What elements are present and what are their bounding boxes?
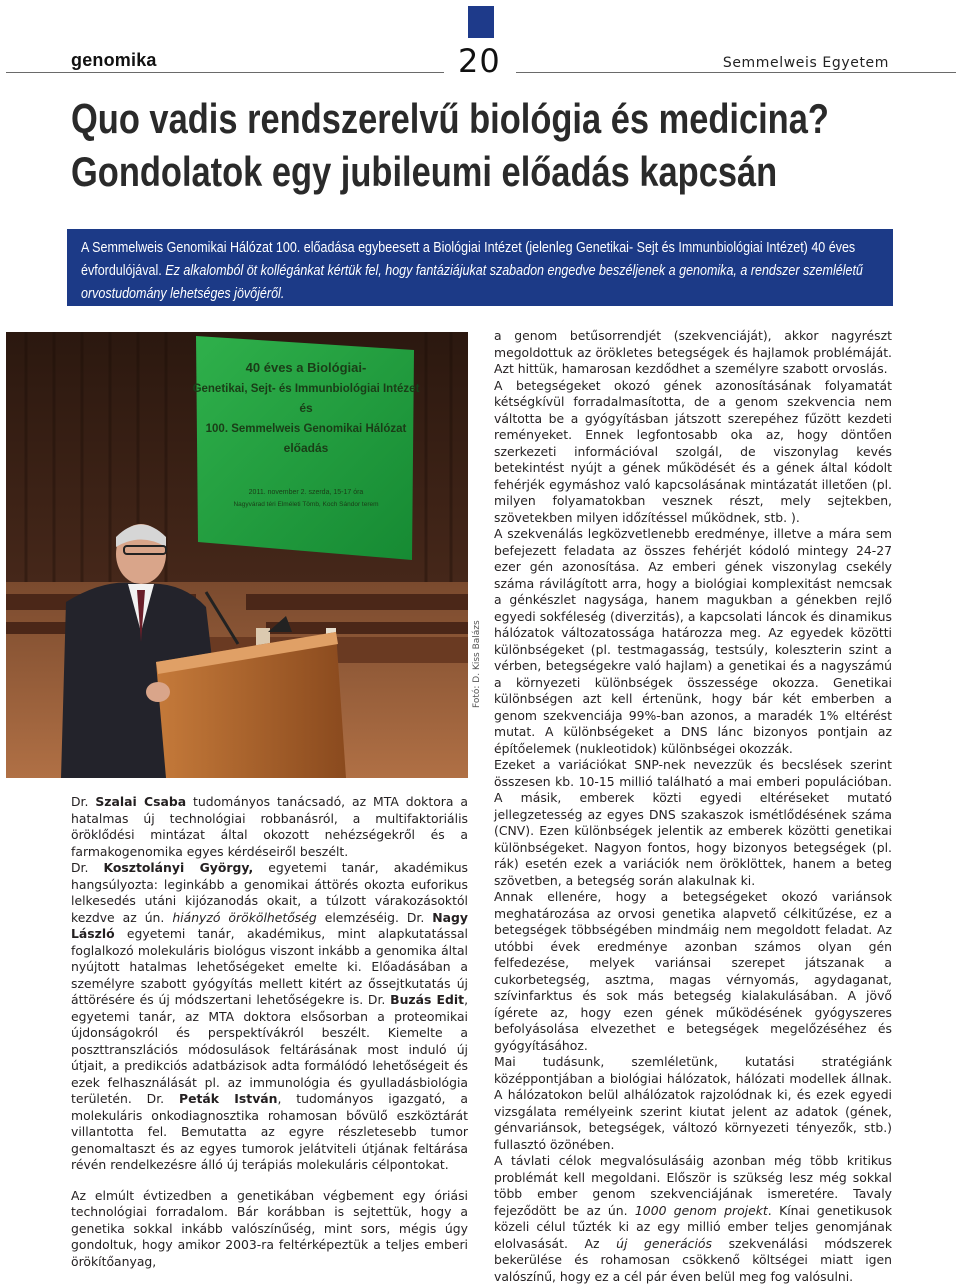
- text-run: Dr.: [71, 860, 104, 875]
- italic-term: 1000 genom projekt: [634, 1202, 768, 1218]
- lecture-photo: [6, 332, 468, 778]
- lead-text: [81, 236, 883, 305]
- publication-name: Semmelweis Egyetem: [722, 55, 889, 71]
- paragraph: [71, 860, 468, 1174]
- speaker-name: Peták István: [179, 1091, 278, 1106]
- slide-line6: 2011. november 2. szerda, 15-17 óra: [248, 489, 364, 496]
- photo-credit: Fotó: D. Kiss Balázs: [472, 620, 482, 708]
- header-rule-left: [6, 72, 444, 73]
- text-run: tudományos tanácsadó, az MTA doktora a hatalmas új technológiai robbanásról, a multifaktoriális öröklődési mintázat által okozott nehézségekről és a farmakogenomika egyes kérdéseiről beszélt.: [71, 794, 468, 859]
- paragraph: Ezeket a variációkat SNP-nek nevezzük és becslések szerint összesen kb. 10-15 millió található a mai emberi populációban. A másik, emberek közti egyedi eltéréseket mutató jellegzetesség az egyes DNS szakaszok ismétlődésének száma (CNV). Ezen különbségek jelentik az emberek közötti genetikai különbségeket. Nagyon fontos, hogy bizonyos betegségek (pl. rák) esetén ezek a variációk nem öröklöttek, hanem a beteg szövetben, a betegség során alakulnak ki.: [494, 757, 892, 888]
- header-accent-square: [468, 6, 494, 38]
- paragraph: Az elmúlt évtizedben a genetikában végbement egy óriási technológiai forradalom. Bár korábban is sejtettük, hogy a genetika sokkal inkább valószínűség, mint sors, mégis úgy gondoltuk, hogy amikor 2003-ra feltérképeztük a teljes emberi örökítőanyag,: [71, 1187, 468, 1269]
- text-run: , egyetemi tanár, az MTA doktora elsősorban a proteomikai újdonságokról és perspektívákról beszélt. Kiemelte a poszttranszlációs módosulások feltárásának most induló új útjait, a predikciós adatbázisok adta formálódó lehetőségeit és ezek felhasználását pl. az immunológia és gyulladásbiológia területén. Dr.: [71, 992, 469, 1106]
- text-run: szekvenálási módszerek bekerülése és rohamosan csökkenő költségei miatt igen valószínű, hogy ez a cél pár éven belül meg fog valósulni.: [494, 1235, 892, 1284]
- page-number: 20: [458, 42, 501, 80]
- slide-line3: és: [299, 401, 313, 415]
- italic-term: új generációs: [616, 1235, 712, 1251]
- paragraph: [71, 794, 468, 860]
- paragraph-gap: [71, 1174, 468, 1188]
- paragraph: A szekvenálás legközvetlenebb eredménye, illetve a mára sem befejezett feladata az összes fehérjét kódoló mintegy 24-27 ezer gén azonosítása. Az emberi gének viszonylag csekély száma rávilágított arra, hogy a biológiai komplexitást nemcsak a génkészlet nagysága, hanem magukban a génekben rejlő egyedi sokféleség (diverzitás), a kapcsolati láncok és dinamikus hálózatok változatossága határozza meg. Az egyedek közötti különbségeket (pl. testmagasság, testsúly, koleszterin szint a vérben, betegségekre való hajlam) a genetikai és a nagyszámú a környezeti különbségek összessége okozza. Genetikai különbségen azt kell értenünk, hogy bár két emberben a genom szekvenciája 99%-ban azonos, a maradék 1% eltérést mutat. A különbségeket a DNS lánc bizonyos pontjain az építőelemek (nukleotidok) különbségei okozzák.: [494, 526, 892, 756]
- paragraph: a genom betűsorrendjét (szekvenciáját), akkor nagyrészt megoldottuk az örökletes betegségek és hajlamok problémáját. Azt hittük, hamarosan kezdődhet a személyre szabott orvoslás.: [494, 328, 892, 376]
- article-title-line1: Quo vadis rendszerelvű biológia és medicina?: [71, 95, 829, 142]
- italic-term: hiányzó örökölhetőség: [172, 909, 317, 925]
- article-title: [71, 92, 829, 198]
- text-run: Dr.: [71, 794, 96, 809]
- text-run: elemzéséig. Dr.: [316, 909, 433, 925]
- text-run: . Kínai genetikusok közeli célul tűzték ki az egy millió ember teljes genomjának elolvasását. Az: [494, 1202, 892, 1251]
- lead-text-part1: A Semmelweis Genomikai Hálózat 100. előadása egybeesett a Biológiai Intézet (jelenleg Genetikai- Sejt és Immunbiológiai Intézet) 40 éves évfordulójával.: [81, 239, 856, 279]
- left-column: [71, 794, 468, 1270]
- article-title-line2: Gondolatok egy jubileumi előadás kapcsán: [71, 148, 778, 195]
- paragraph: [494, 1153, 892, 1285]
- slide-line2: Genetikai, Sejt- és Immunbiológiai Intézet: [192, 383, 420, 395]
- slide-line1: 40 éves a Biológiai-: [245, 360, 367, 375]
- section-label: genomika: [71, 50, 157, 70]
- speaker-name: Nagy László: [71, 909, 468, 941]
- text-run: egyetemi tanár, akadémikus hangsúlyozta: leginkább a genomikai áttörés okozta euforikus lelkesedés utáni kijózanodás okait, a túlzott várakozásoktól kezdve az ún.: [71, 860, 469, 925]
- lead-box: [67, 229, 893, 306]
- paragraph: A betegségeket okozó gének azonosításának folyamatát kétségkívül forradalmasította, de a genom szekvencia nem váltotta be a gyógyításban játszott szerepéhez fűzött kezdeti reményeket. Ennek legfontosabb oka az, hogy döntően szerkezeti információval szolgál, de viszonylag kevés betekintést nyújt a gének működését és a gének által kódolt fehérjék egymáshoz való kapcsolásának mintázatát illetően (pl. milyen folyamatokban vesznek részt, mely sejtekben, szövetekben milyen időzítéssel működnek, stb. ).: [494, 377, 892, 525]
- speaker-name: Buzás Edit: [390, 992, 465, 1007]
- slide-line7: Nagyvárad téri Elméleti Tömb, Koch Sándor terem: [233, 501, 379, 508]
- right-column: [494, 328, 892, 1285]
- text-run: , tudományos igazgató, a molekuláris onkodiagnosztika rohamosan bővülő eszköztárát villantotta fel. Bemutatta az egyre részletesebb tumor genomaltaszt és az egyes tumorok jelátviteli útjának feltárása révén rendelkezésre álló új terápiás molekuláris célpontokat.: [71, 1091, 468, 1172]
- paragraph: Mai tudásunk, szemléletünk, kutatási stratégiánk középpontjában a biológiai hálózatok, hálózati modellek állnak. A hálózatokon belül alhálózatok rajzolódnak ki, és ezek egyedi vizsgálata remélyeink szerint kiutat jelent az adatok (gének, génvariánsok, betegségek, változó környezeti tényezők, stb.) fullasztó özönében.: [494, 1054, 892, 1152]
- text-run: A távlati célok megvalósulásáig azonban még több kritikus problémát kell megoldani. Először is szükség lesz még sokkal több ember genom szekvenciájának ismeretére. Tavaly fejeződött be az ún.: [494, 1153, 892, 1218]
- speaker-name: Szalai Csaba: [95, 794, 187, 809]
- slide-line5: előadás: [283, 441, 329, 455]
- lead-text-part2: Ez alkalomból öt kollégánkat kértük fel, hogy fantáziájukat szabadon engedve beszéljenek a genomika, a rendszer szemléletű orvostudomány lehetséges jövőjéről.: [81, 262, 863, 302]
- lecture-photo-drawing: [6, 332, 468, 778]
- slide-line4: 100. Semmelweis Genomikai Hálózat: [205, 423, 407, 435]
- text-run: egyetemi tanár, akadémikus, mint alapkutatással foglalkozó molekuláris biológus viszont inkább a genomika által nyújtott hatalmas lehetőségeket emelte ki. Előadásában a személyre szabott gyógyítás mellett kitért az őssejtkutatás új áttörésére és új módszertani lehetőségekre is. Dr.: [71, 926, 468, 1007]
- header-rule-right: [516, 72, 956, 73]
- paragraph: Annak ellenére, hogy a betegségeket okozó variánsok meghatározása az orvosi genetika alapvető célkitűzése, ez a betegségek többségében mindmáig nem megoldott feladat. Az utóbbi évek eredménye azonban számos olyan gén felfedezése, melyek variánsai szerepet játszanak a cukorbetegség, asztma, magas vérnyomás, agydaganat, szívinfarktus és sok más betegség kialakulásában. A jövő ígérete az, hogy ezen gének működésének gyógyszeres befolyásolása elvezethet e betegségek megelőzéséhez és gyógyításához.: [494, 889, 892, 1053]
- speaker-name: Kosztolányi György,: [103, 860, 254, 875]
